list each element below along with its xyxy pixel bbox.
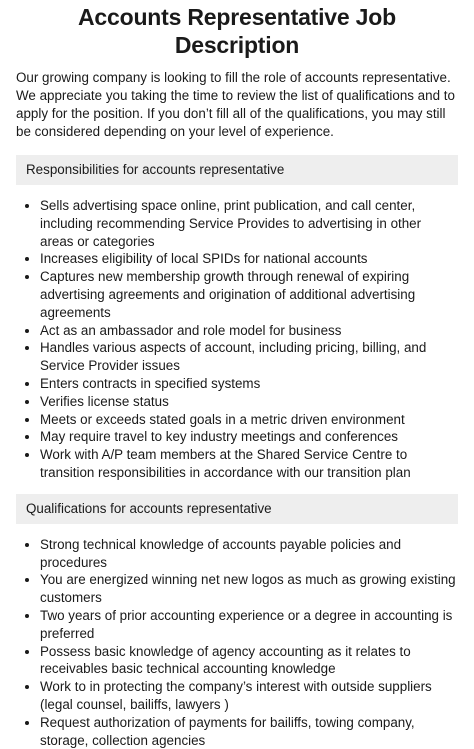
list-item: • Request authorization of payments for bailiffs, towing company, storage, collection agencies: [40, 714, 458, 749]
qualifications-heading: Qualifications for accounts representative: [16, 494, 458, 524]
list-item: • Act as an ambassador and role model for business: [40, 322, 458, 340]
list-item: • Work to in protecting the company’s interest with outside suppliers (legal counsel, bailiffs, lawyers ): [40, 678, 458, 714]
list-item: • Enters contracts in specified systems: [40, 375, 458, 393]
list-item: • You are energized winning net new logos as much as growing existing customers: [40, 571, 458, 607]
list-item: • Strong technical knowledge of accounts payable policies and procedures: [40, 536, 458, 572]
page-title: Accounts Representative Job Description: [78, 4, 396, 58]
qualifications-list: [16, 536, 458, 749]
responsibilities-list: [16, 197, 458, 482]
list-item: • Work with A/P team members at the Shared Service Centre to transition responsibilities in accordance with our transition plan: [40, 446, 458, 482]
list-item: • Captures new membership growth through renewal of expiring advertising agreements and origination of additional advertising agreements: [40, 268, 458, 321]
list-item: • Two years of prior accounting experience or a degree in accounting is preferred: [40, 607, 458, 643]
responsibilities-heading: Responsibilities for accounts representative: [16, 155, 458, 185]
list-item: • Possess basic knowledge of agency accounting as it relates to receivables basic technical accounting knowledge: [40, 643, 458, 679]
list-item: • Handles various aspects of account, including pricing, billing, and Service Provider issues: [40, 339, 458, 375]
list-item: • Increases eligibility of local SPIDs for national accounts: [40, 250, 458, 268]
list-item: • Sells advertising space online, print publication, and call center, including recommending Service Provides to advertising in other areas or categories: [40, 197, 458, 250]
list-item: • Verifies license status: [40, 393, 458, 411]
list-item: • Meets or exceeds stated goals in a metric driven environment: [40, 411, 458, 429]
list-item: • May require travel to key industry meetings and conferences: [40, 428, 458, 446]
intro-paragraph: Our growing company is looking to fill the role of accounts representative. We appreciate you taking the time to review the list of qualifications and to apply for the position. If you don’t fill all of the qualifications, you may still be considered depending on your level of experience.: [16, 70, 455, 139]
